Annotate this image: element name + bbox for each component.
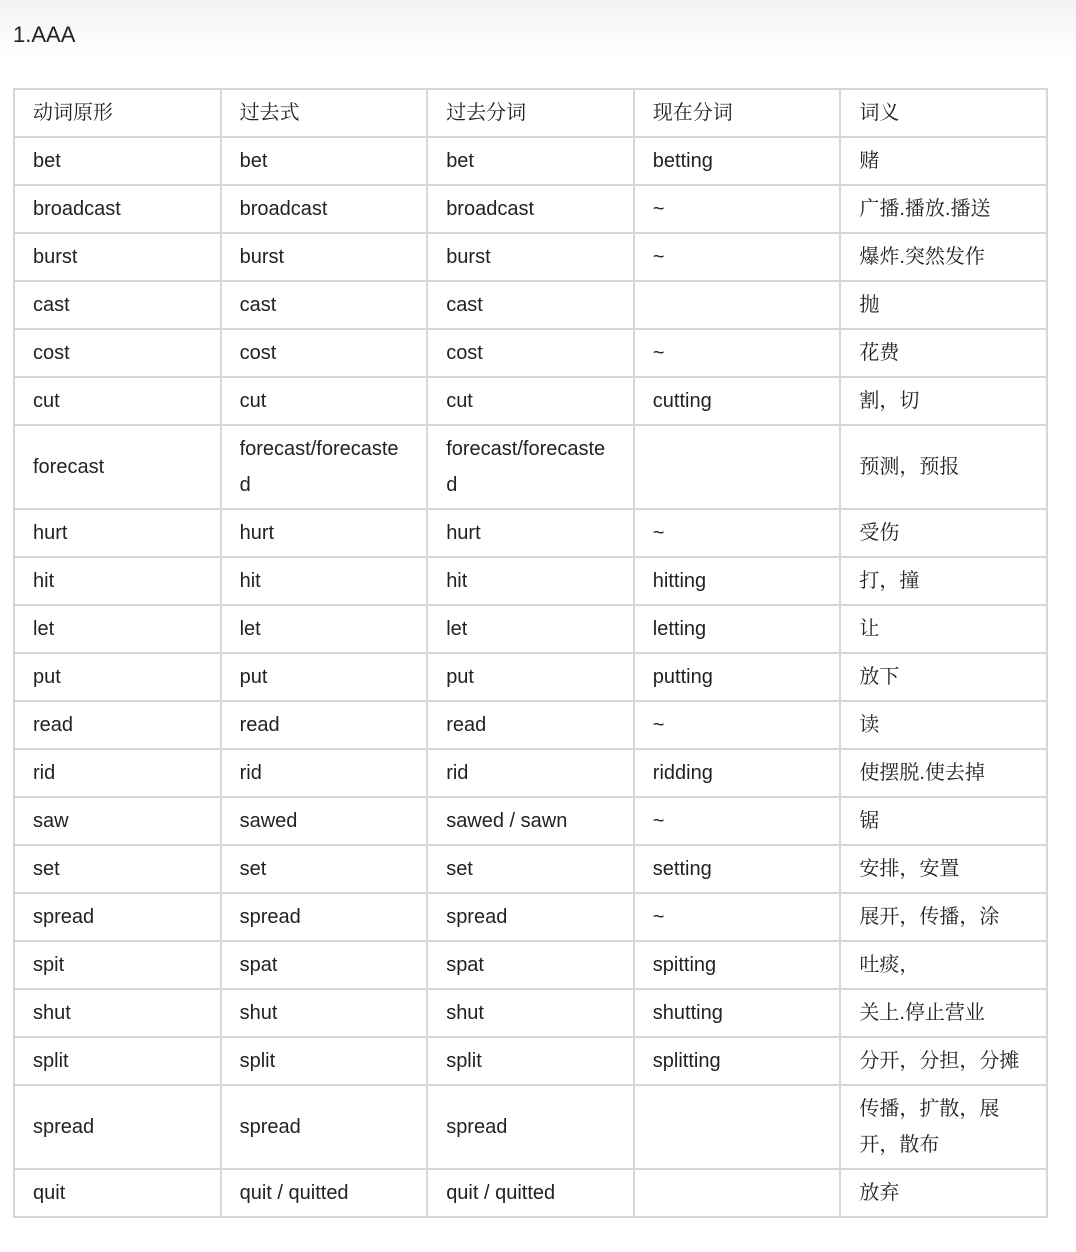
cell-base-form: forecast bbox=[14, 425, 221, 509]
table-row bbox=[14, 989, 1047, 1037]
cell-present-participle: ~ bbox=[634, 185, 841, 233]
table-row bbox=[14, 605, 1047, 653]
cell-past-participle: hit bbox=[427, 557, 634, 605]
cell-meaning: 使摆脱.使去掉 bbox=[840, 749, 1047, 797]
cell-base-form: cut bbox=[14, 377, 221, 425]
table-row bbox=[14, 797, 1047, 845]
header-past-tense: 过去式 bbox=[221, 89, 428, 137]
cell-base-form: set bbox=[14, 845, 221, 893]
cell-present-participle: putting bbox=[634, 653, 841, 701]
header-present-participle: 现在分词 bbox=[634, 89, 841, 137]
table-row bbox=[14, 137, 1047, 185]
cell-base-form: spread bbox=[14, 893, 221, 941]
cell-present-participle: cutting bbox=[634, 377, 841, 425]
cell-past-participle: hurt bbox=[427, 509, 634, 557]
irregular-verbs-table bbox=[13, 88, 1048, 1218]
cell-base-form: put bbox=[14, 653, 221, 701]
cell-base-form: cost bbox=[14, 329, 221, 377]
cell-present-participle bbox=[634, 281, 841, 329]
cell-present-participle: ~ bbox=[634, 797, 841, 845]
cell-present-participle: shutting bbox=[634, 989, 841, 1037]
table-row bbox=[14, 1169, 1047, 1217]
cell-past-tense: forecast/forecasted bbox=[221, 425, 428, 509]
cell-present-participle: splitting bbox=[634, 1037, 841, 1085]
cell-present-participle: ~ bbox=[634, 509, 841, 557]
table-row bbox=[14, 1085, 1047, 1169]
table-row bbox=[14, 893, 1047, 941]
cell-base-form: shut bbox=[14, 989, 221, 1037]
cell-past-participle: forecast/forecasted bbox=[427, 425, 634, 509]
cell-past-tense: split bbox=[221, 1037, 428, 1085]
cell-meaning: 花费 bbox=[840, 329, 1047, 377]
cell-past-participle: spread bbox=[427, 893, 634, 941]
cell-past-tense: hit bbox=[221, 557, 428, 605]
cell-meaning: 安排，安置 bbox=[840, 845, 1047, 893]
cell-present-participle: letting bbox=[634, 605, 841, 653]
cell-past-tense: cost bbox=[221, 329, 428, 377]
cell-meaning: 让 bbox=[840, 605, 1047, 653]
cell-present-participle: spitting bbox=[634, 941, 841, 989]
cell-meaning: 抛 bbox=[840, 281, 1047, 329]
cell-past-participle: sawed / sawn bbox=[427, 797, 634, 845]
cell-past-participle: bet bbox=[427, 137, 634, 185]
cell-past-tense: rid bbox=[221, 749, 428, 797]
cell-meaning: 放下 bbox=[840, 653, 1047, 701]
cell-present-participle: ~ bbox=[634, 233, 841, 281]
cell-present-participle: ~ bbox=[634, 893, 841, 941]
table-row bbox=[14, 185, 1047, 233]
cell-base-form: rid bbox=[14, 749, 221, 797]
cell-meaning: 传播，扩散，展开，散布 bbox=[840, 1085, 1047, 1169]
cell-past-tense: set bbox=[221, 845, 428, 893]
cell-meaning: 打，撞 bbox=[840, 557, 1047, 605]
table-row bbox=[14, 653, 1047, 701]
cell-base-form: read bbox=[14, 701, 221, 749]
cell-past-tense: quit / quitted bbox=[221, 1169, 428, 1217]
cell-past-participle: cast bbox=[427, 281, 634, 329]
cell-past-tense: cast bbox=[221, 281, 428, 329]
cell-meaning: 锯 bbox=[840, 797, 1047, 845]
cell-base-form: hit bbox=[14, 557, 221, 605]
cell-base-form: spread bbox=[14, 1085, 221, 1169]
cell-past-tense: let bbox=[221, 605, 428, 653]
cell-past-participle: split bbox=[427, 1037, 634, 1085]
cell-meaning: 关上.停止营业 bbox=[840, 989, 1047, 1037]
cell-present-participle bbox=[634, 1085, 841, 1169]
cell-past-tense: cut bbox=[221, 377, 428, 425]
table-row bbox=[14, 281, 1047, 329]
cell-past-tense: put bbox=[221, 653, 428, 701]
cell-base-form: cast bbox=[14, 281, 221, 329]
cell-past-participle: shut bbox=[427, 989, 634, 1037]
section-heading: 1.AAA bbox=[13, 22, 76, 47]
table-row bbox=[14, 1037, 1047, 1085]
cell-base-form: split bbox=[14, 1037, 221, 1085]
cell-past-participle: let bbox=[427, 605, 634, 653]
cell-meaning: 赌 bbox=[840, 137, 1047, 185]
cell-past-tense: read bbox=[221, 701, 428, 749]
top-bar bbox=[0, 0, 1076, 60]
cell-base-form: quit bbox=[14, 1169, 221, 1217]
cell-meaning: 读 bbox=[840, 701, 1047, 749]
cell-base-form: bet bbox=[14, 137, 221, 185]
cell-past-participle: rid bbox=[427, 749, 634, 797]
cell-present-participle bbox=[634, 425, 841, 509]
cell-past-participle: broadcast bbox=[427, 185, 634, 233]
cell-meaning: 割，切 bbox=[840, 377, 1047, 425]
cell-past-participle: quit / quitted bbox=[427, 1169, 634, 1217]
cell-base-form: spit bbox=[14, 941, 221, 989]
cell-base-form: hurt bbox=[14, 509, 221, 557]
table-row bbox=[14, 509, 1047, 557]
cell-past-tense: broadcast bbox=[221, 185, 428, 233]
table-row bbox=[14, 557, 1047, 605]
cell-past-tense: bet bbox=[221, 137, 428, 185]
cell-past-tense: hurt bbox=[221, 509, 428, 557]
table-row bbox=[14, 845, 1047, 893]
cell-present-participle: betting bbox=[634, 137, 841, 185]
cell-present-participle: ~ bbox=[634, 329, 841, 377]
table-row bbox=[14, 941, 1047, 989]
cell-past-tense: sawed bbox=[221, 797, 428, 845]
cell-past-tense: burst bbox=[221, 233, 428, 281]
cell-base-form: let bbox=[14, 605, 221, 653]
cell-past-participle: cut bbox=[427, 377, 634, 425]
table-row bbox=[14, 233, 1047, 281]
cell-meaning: 放弃 bbox=[840, 1169, 1047, 1217]
table-header-row bbox=[14, 89, 1047, 137]
cell-past-participle: set bbox=[427, 845, 634, 893]
cell-past-tense: spread bbox=[221, 1085, 428, 1169]
cell-past-tense: spread bbox=[221, 893, 428, 941]
table-row bbox=[14, 377, 1047, 425]
header-base-form: 动词原形 bbox=[14, 89, 221, 137]
cell-past-participle: spread bbox=[427, 1085, 634, 1169]
cell-present-participle: ~ bbox=[634, 701, 841, 749]
cell-present-participle: setting bbox=[634, 845, 841, 893]
table-row bbox=[14, 701, 1047, 749]
cell-past-participle: cost bbox=[427, 329, 634, 377]
cell-past-participle: burst bbox=[427, 233, 634, 281]
cell-present-participle: hitting bbox=[634, 557, 841, 605]
cell-past-tense: shut bbox=[221, 989, 428, 1037]
table-row bbox=[14, 749, 1047, 797]
table-row bbox=[14, 329, 1047, 377]
header-past-participle: 过去分词 bbox=[427, 89, 634, 137]
cell-past-participle: put bbox=[427, 653, 634, 701]
cell-base-form: broadcast bbox=[14, 185, 221, 233]
header-meaning: 词义 bbox=[840, 89, 1047, 137]
cell-present-participle: ridding bbox=[634, 749, 841, 797]
cell-meaning: 预测，预报 bbox=[840, 425, 1047, 509]
cell-past-participle: read bbox=[427, 701, 634, 749]
cell-base-form: saw bbox=[14, 797, 221, 845]
cell-past-participle: spat bbox=[427, 941, 634, 989]
cell-past-tense: spat bbox=[221, 941, 428, 989]
table-row bbox=[14, 425, 1047, 509]
cell-meaning: 爆炸.突然发作 bbox=[840, 233, 1047, 281]
cell-present-participle bbox=[634, 1169, 841, 1217]
cell-meaning: 分开，分担，分摊 bbox=[840, 1037, 1047, 1085]
cell-meaning: 展开，传播，涂 bbox=[840, 893, 1047, 941]
cell-meaning: 吐痰， bbox=[840, 941, 1047, 989]
cell-base-form: burst bbox=[14, 233, 221, 281]
cell-meaning: 广播.播放.播送 bbox=[840, 185, 1047, 233]
cell-meaning: 受伤 bbox=[840, 509, 1047, 557]
